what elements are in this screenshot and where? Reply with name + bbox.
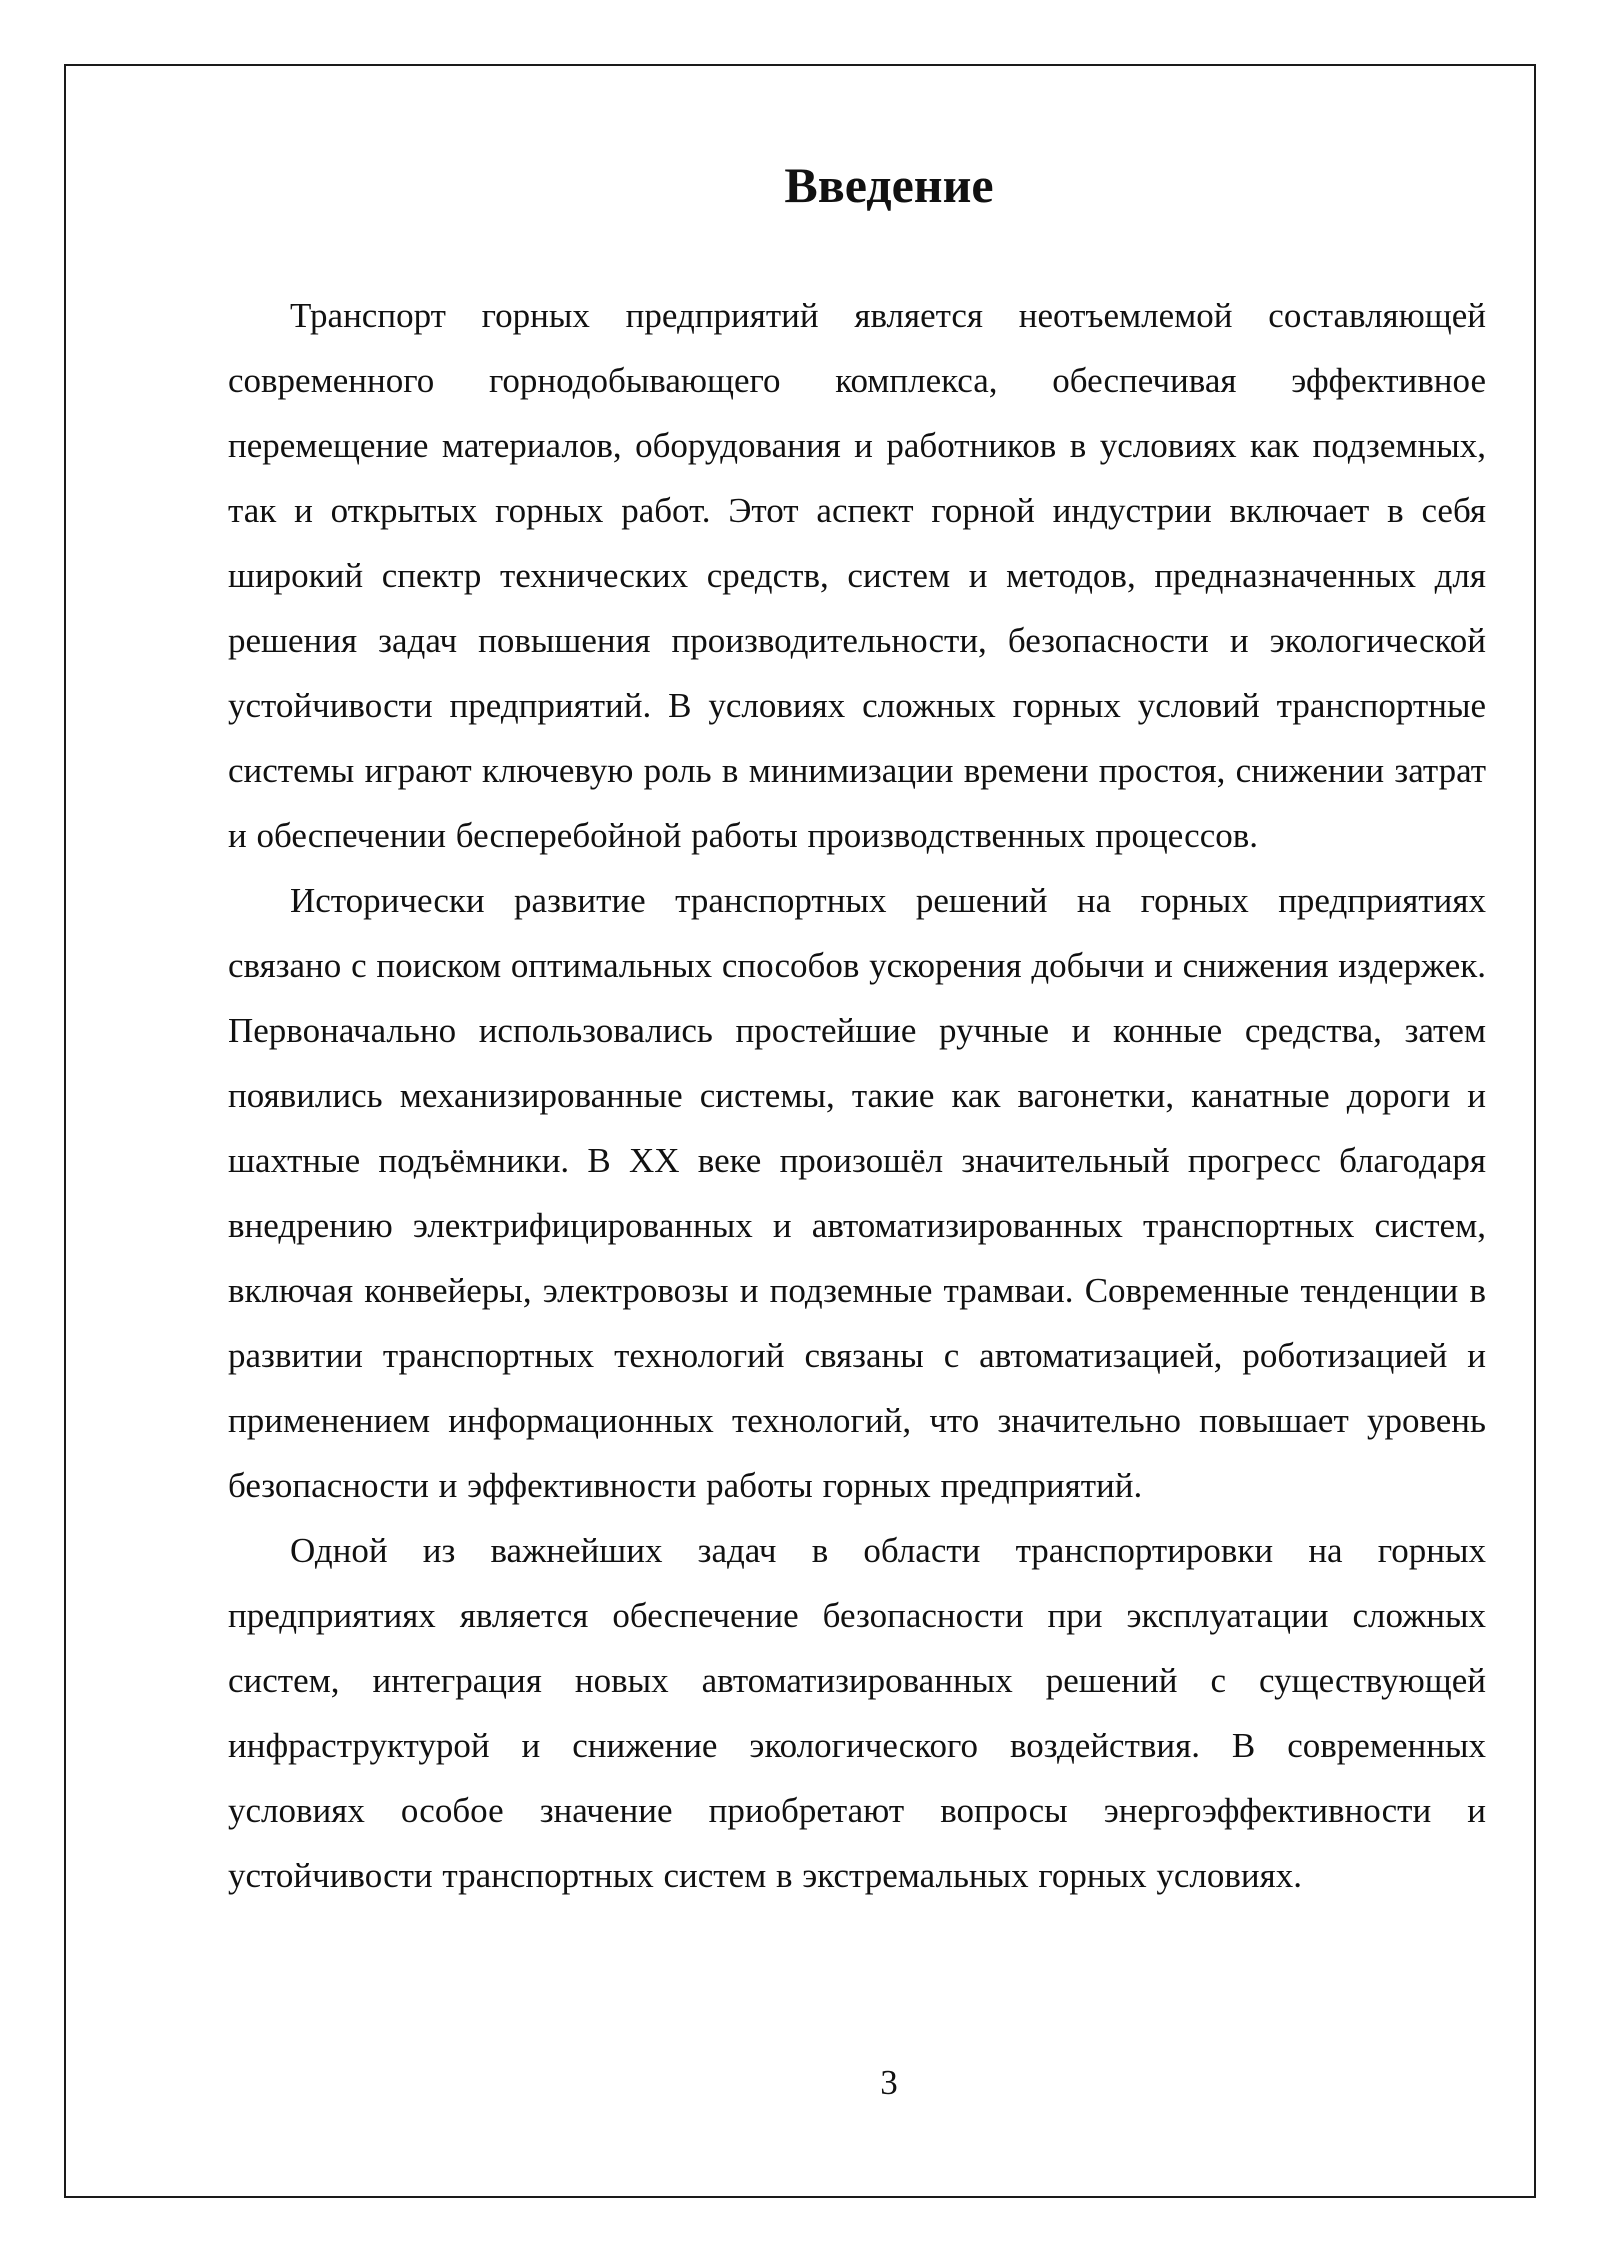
page-title: Введение: [784, 157, 994, 213]
page-number: 3: [880, 2063, 898, 2102]
paragraph-2: Исторически развитие транспортных решений на горных предприятиях связано с поиском оптимальных способов ускорения добычи и снижения издержек. Первоначально использовались простейшие ручные и конные средства, затем появились механизированные системы, такие как вагонетки, канатные дороги и шахтные подъёмники. В XX веке произошёл значительный прогресс благодаря внедрению электрифицированных и автоматизированных транспортных систем, включая конвейеры, электровозы и подземные трамваи. Современные тенденции в развитии транспортных технологий связаны с автоматизацией, роботизацией и применением информационных технологий, что значительно повышает уровень безопасности и эффективности работы горных предприятий.: [228, 881, 1486, 1505]
document-body: [228, 283, 1486, 1908]
paragraph-1: Транспорт горных предприятий является неотъемлемой составляющей современного горнодобывающего комплекса, обеспечивая эффективное перемещение материалов, оборудования и работников в условиях как подземных, так и открытых горных работ. Этот аспект горной индустрии включает в себя широкий спектр технических средств, систем и методов, предназначенных для решения задач повышения производительности, безопасности и экологической устойчивости предприятий. В условиях сложных горных условий транспортные системы играют ключевую роль в минимизации времени простоя, снижении затрат и обеспечении бесперебойной работы производственных процессов.: [228, 296, 1486, 855]
paragraph-3: Одной из важнейших задач в области транспортировки на горных предприятиях является обеспечение безопасности при эксплуатации сложных систем, интеграция новых автоматизированных решений с существующей инфраструктурой и снижение экологического воздействия. В современных условиях особое значение приобретают вопросы энергоэффективности и устойчивости транспортных систем в экстремальных горных условиях.: [228, 1531, 1486, 1895]
